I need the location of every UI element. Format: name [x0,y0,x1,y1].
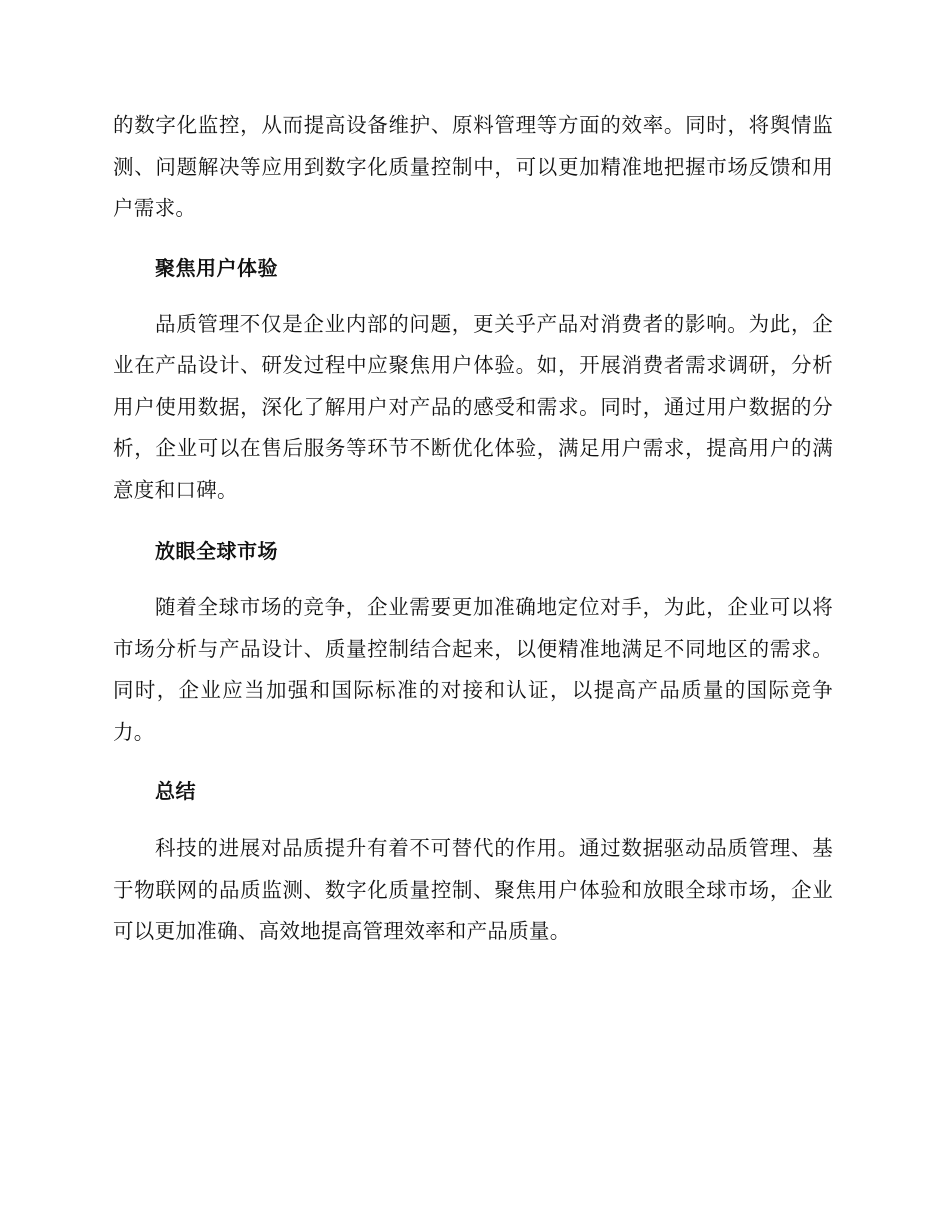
section-body-user-experience: 品质管理不仅是企业内部的问题，更关乎产品对消费者的影响。为此，企业在产品设计、研发过程中应聚焦用户体验。如，开展消费者需求调研，分析用户使用数据，深化了解用户对产品的感受和需求。同时，通过用户数据的分析，企业可以在售后服务等环节不断优化体验，满足用户需求，提高用户的满意度和口碑。 [113,311,833,502]
continued-paragraph: 的数字化监控，从而提高设备维护、原料管理等方面的效率。同时，将舆情监测、问题解决等应用到数字化质量控制中，可以更加精准地把握市场反馈和用户需求。 [113,113,833,220]
section-heading-user-experience: 聚焦用户体验 [155,255,278,280]
section-body-global-market: 随着全球市场的竞争，企业需要更加准确地定位对手，为此，企业可以将市场分析与产品设计、质量控制结合起来，以便精准地满足不同地区的需求。同时，企业应当加强和国际标准的对接和认证，以提高产品质量的国际竞争力。 [113,595,833,744]
section-heading-summary: 总结 [155,779,196,803]
document-page [113,105,833,953]
section-heading-global-market: 放眼全球市场 [155,539,278,563]
section-body-summary: 科技的进展对品质提升有着不可替代的作用。通过数据驱动品质管理、基于物联网的品质监测、数字化质量控制、聚焦用户体验和放眼全球市场，企业可以更加准确、高效地提高管理效率和产品质量。 [113,836,833,943]
